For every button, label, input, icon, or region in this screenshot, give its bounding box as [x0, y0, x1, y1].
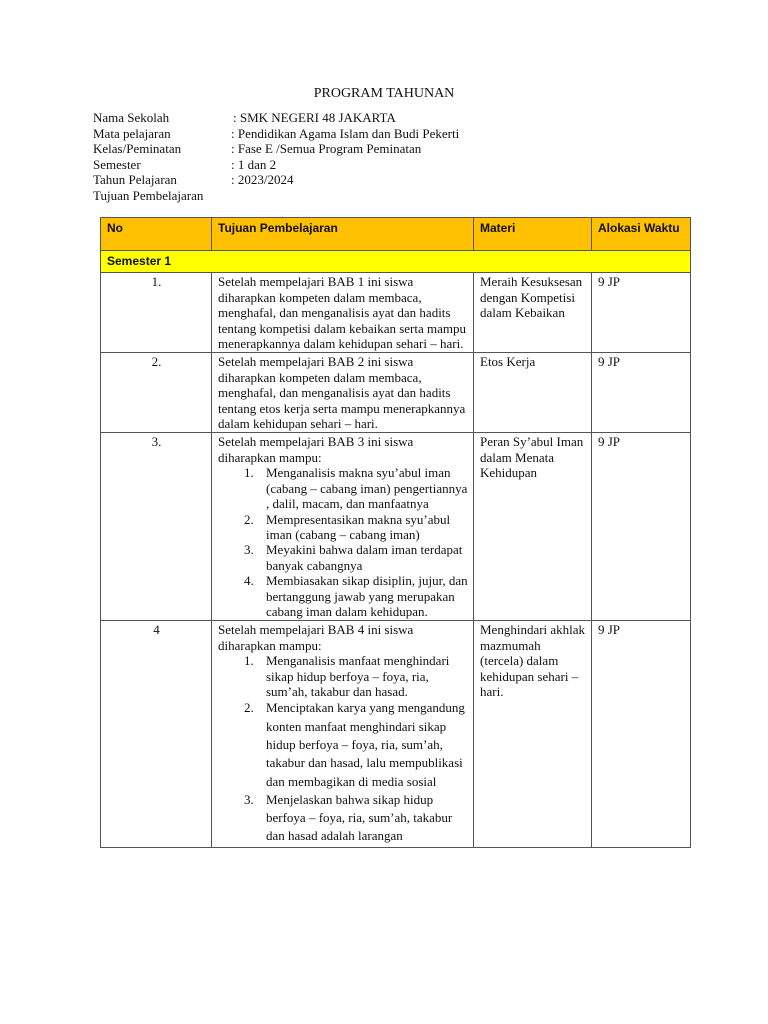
row-no: 1.	[101, 273, 212, 353]
info-row-semester	[93, 157, 459, 173]
page-title: PROGRAM TAHUNAN	[313, 86, 455, 101]
row-alokasi: 9 JP	[592, 621, 691, 847]
list-item-number: 3.	[244, 791, 254, 807]
list-item-text: Meyakini bahwa dalam iman terdapat banyak cabangnya	[266, 542, 463, 573]
list-item	[244, 511, 468, 543]
info-row-mata-pelajaran	[93, 126, 459, 142]
table-row	[101, 273, 691, 353]
info-label: Mata pelajaran	[93, 125, 171, 141]
list-item-number: 1.	[244, 653, 254, 669]
list-item-text: Menganalisis manfaat menghindari sikap hidup berfoya – foya, ria, sum’ah, takabur dan hasad.	[266, 653, 450, 699]
info-block	[93, 110, 459, 204]
info-label: Kelas/Peminatan	[93, 141, 182, 157]
row-tujuan	[212, 433, 474, 621]
row-materi: Peran Sy’abul Iman dalam Menata Kehidupan	[474, 433, 592, 621]
table-row	[101, 353, 691, 433]
list-item-number: 2.	[244, 700, 254, 716]
row-materi: Meraih Kesuksesan dengan Kompetisi dalam Kebaikan	[474, 273, 592, 353]
info-label: Semester	[93, 156, 141, 172]
row-alokasi: 9 JP	[592, 433, 691, 621]
row-intro: Setelah mempelajari BAB 1 ini siswa diharapkan kompeten dalam membaca, menghafal, dan menganalisis ayat dan hadits tentang kompetisi dalam kebaikan serta mampu menerapkannya dalam kehidupan sehari – hari.	[218, 274, 467, 352]
row-tujuan	[212, 621, 474, 847]
table-row	[101, 433, 691, 621]
list-item-text: Mempresentasikan makna syu’abul iman (cabang – cabang iman)	[266, 511, 451, 542]
info-value: : 1 dan 2	[231, 156, 277, 172]
info-row-nama-sekolah	[93, 110, 459, 126]
info-row-tujuan-pembelajaran	[93, 188, 459, 204]
row-intro: Setelah mempelajari BAB 2 ini siswa diharapkan kompeten dalam membaca, menghafal, dan menganalisis ayat dan hadits tentang etos kerja serta mampu menerapkannya dalam kehidupan sehari – hari.	[218, 354, 466, 432]
list-item-number: 4.	[244, 573, 254, 589]
table-header-row	[101, 218, 691, 251]
list-item	[244, 542, 468, 573]
info-label: Tahun Pelajaran	[93, 172, 177, 188]
row-intro: Setelah mempelajari BAB 4 ini siswa diharapkan mampu:	[218, 622, 414, 653]
info-row-tahun-pelajaran	[93, 172, 459, 188]
semester-label: Semester 1	[101, 251, 691, 273]
list-item	[244, 699, 468, 790]
info-label: Tujuan Pembelajaran	[93, 187, 204, 203]
objective-list	[218, 465, 468, 619]
list-item	[244, 653, 468, 699]
info-value: : Fase E /Semua Program Peminatan	[231, 141, 422, 157]
list-item-number: 2.	[244, 511, 254, 527]
table-row	[101, 621, 691, 847]
list-item	[244, 791, 468, 846]
list-item	[244, 573, 468, 619]
list-item-text: Menjelaskan bahwa sikap hidup berfoya – foya, ria, sum’ah, takabur dan hasad adalah larangan	[266, 791, 453, 844]
program-table	[100, 217, 691, 848]
header-materi: Materi	[474, 218, 592, 251]
row-no: 2.	[101, 353, 212, 433]
header-alokasi: Alokasi Waktu	[592, 218, 691, 251]
list-item-text: Menganalisis makna syu’abul iman (cabang – cabang iman) pengertiannya , dalil, macam, dan manfaatnya	[266, 465, 468, 512]
row-intro: Setelah mempelajari BAB 3 ini siswa diharapkan mampu:	[218, 434, 414, 465]
row-tujuan	[212, 273, 474, 353]
info-value: : SMK NEGERI 48 JAKARTA	[233, 110, 396, 125]
info-value: : Pendidikan Agama Islam dan Budi Pekerti	[231, 125, 460, 141]
row-alokasi: 9 JP	[592, 273, 691, 353]
list-item-text: Membiasakan sikap disiplin, jujur, dan bertanggung jawab yang merupakan cabang iman dalam kehidupan.	[266, 573, 468, 619]
row-alokasi: 9 JP	[592, 353, 691, 433]
objective-list	[218, 653, 468, 846]
header-no: No	[101, 218, 212, 251]
row-materi: Menghindari akhlak mazmumah (tercela) dalam kehidupan sehari – hari.	[474, 621, 592, 847]
info-value: : 2023/2024	[231, 172, 294, 188]
info-label: Nama Sekolah	[93, 110, 170, 125]
semester-row	[101, 251, 691, 273]
list-item	[244, 465, 468, 512]
list-item-number: 1.	[244, 465, 254, 481]
header-tujuan: Tujuan Pembelajaran	[212, 218, 474, 251]
row-no: 4	[101, 621, 212, 847]
list-item-number: 3.	[244, 542, 254, 558]
row-no: 3.	[101, 433, 212, 621]
row-materi: Etos Kerja	[474, 353, 592, 433]
row-tujuan	[212, 353, 474, 433]
list-item-text: Menciptakan karya yang mengandung konten manfaat menghindari sikap hidup berfoya – foya, ria, sum’ah, takabur dan hasad, lalu mempublikasi dan membagikan di media sosial	[266, 700, 465, 789]
info-row-kelas-peminatan	[93, 141, 459, 157]
